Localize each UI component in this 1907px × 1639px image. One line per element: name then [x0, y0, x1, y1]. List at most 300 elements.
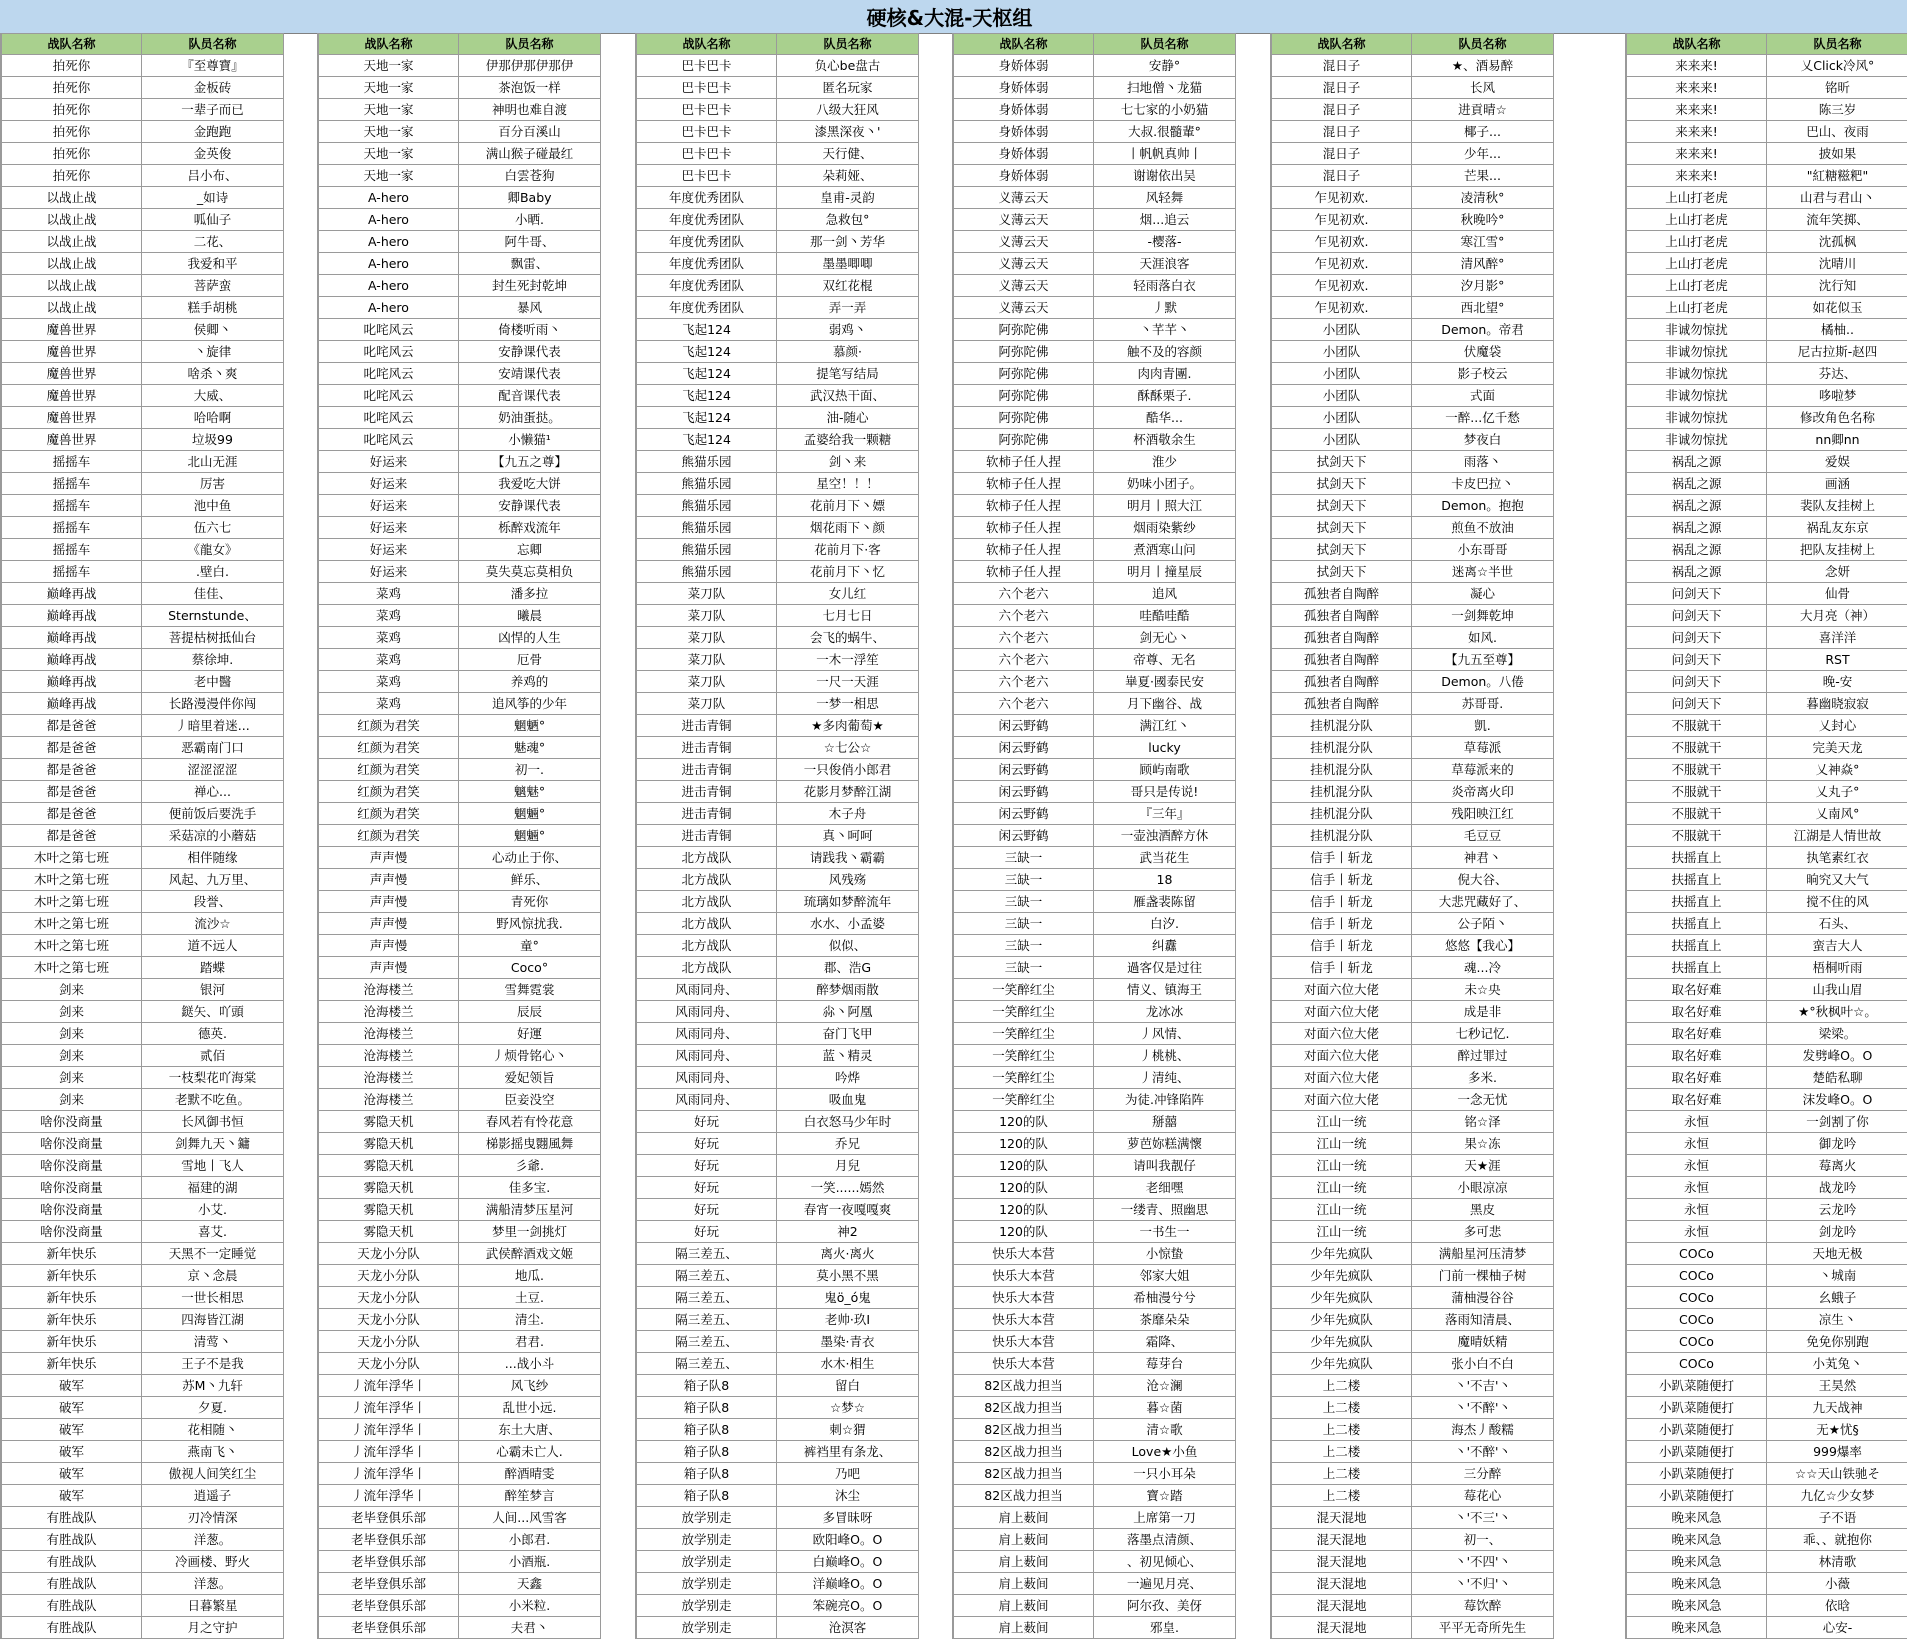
member-name-cell: 丿桃桃、 [1094, 1045, 1236, 1067]
table-row [637, 429, 919, 451]
member-name-cell: 上席第一刀 [1094, 1507, 1236, 1529]
table-row [1627, 275, 1907, 297]
member-name-cell: 杯酒敬余生 [1094, 429, 1236, 451]
table-row [1627, 1287, 1907, 1309]
table-row [637, 715, 919, 737]
table-row [637, 319, 919, 341]
table-row [637, 649, 919, 671]
table-row [1272, 957, 1554, 979]
table-row [1627, 1419, 1907, 1441]
table-row [319, 1397, 601, 1419]
team-name-cell: 三缺一 [954, 957, 1094, 979]
table-row [319, 209, 601, 231]
team-name-cell: 阿弥陀佛 [954, 341, 1094, 363]
member-name-cell: 小东哥哥 [1412, 539, 1554, 561]
team-name-cell: 江山一统 [1272, 1199, 1412, 1221]
team-name-cell: 乍见初欢. [1272, 209, 1412, 231]
member-name-cell: 落墨点清颜、 [1094, 1529, 1236, 1551]
team-name-cell: 晚来风急 [1627, 1617, 1767, 1639]
member-name-cell: 道不远人 [142, 935, 284, 957]
member-name-cell: 一只俊俏小郎君 [777, 759, 919, 781]
team-name-cell: 好运来 [319, 561, 459, 583]
team-name-cell: 新年快乐 [2, 1309, 142, 1331]
team-name-cell: 好运来 [319, 517, 459, 539]
table-row [1627, 1001, 1907, 1023]
team-name-cell: 不服就干 [1627, 737, 1767, 759]
table-row [1272, 407, 1554, 429]
team-name-cell: 巴卡巴卡 [637, 99, 777, 121]
table-row [319, 1595, 601, 1617]
table-row [637, 583, 919, 605]
member-name-cell: 踏蝶 [142, 957, 284, 979]
member-name-cell: 逍遥子 [142, 1485, 284, 1507]
team-name-cell: 六个老六 [954, 671, 1094, 693]
table-row [954, 583, 1236, 605]
member-name-cell: 刃冷情深 [142, 1507, 284, 1529]
member-name-cell: 乔兄 [777, 1133, 919, 1155]
member-name-cell: 一梦一相思 [777, 693, 919, 715]
table-row [1627, 957, 1907, 979]
member-name-cell: 煎鱼不放油 [1412, 517, 1554, 539]
member-name-cell: 武汉热干面、 [777, 385, 919, 407]
table-row [1272, 1199, 1554, 1221]
roster-table-1 [0, 33, 283, 1639]
member-name-cell: 莓离火 [1767, 1155, 1907, 1177]
table-row [2, 847, 284, 869]
table-row [1627, 605, 1907, 627]
table-row [2, 1463, 284, 1485]
team-name-cell: 扶摇直上 [1627, 957, 1767, 979]
table-row [2, 1045, 284, 1067]
member-name-cell: 平平无奇所先生 [1412, 1617, 1554, 1639]
table-row [1272, 1331, 1554, 1353]
team-name-cell: 闲云野鹤 [954, 825, 1094, 847]
table-row [1627, 1441, 1907, 1463]
table-row [2, 209, 284, 231]
team-name-cell: 非诚勿惊扰 [1627, 429, 1767, 451]
table-row [1627, 1155, 1907, 1177]
table-row [1272, 297, 1554, 319]
team-name-cell: 声声慢 [319, 847, 459, 869]
member-name-cell: 情义、镇海王 [1094, 979, 1236, 1001]
table-row [1627, 165, 1907, 187]
sheet-title: 硬核&大混-天枢组 [867, 2, 1033, 31]
member-name-cell: 安静课代表 [459, 495, 601, 517]
table-row [1272, 561, 1554, 583]
team-name-cell: 混天混地 [1272, 1617, 1412, 1639]
table-row [954, 649, 1236, 671]
member-name-cell: 画涵 [1767, 473, 1907, 495]
team-name-cell: 隔三差五、 [637, 1309, 777, 1331]
member-name-cell: 急救包° [777, 209, 919, 231]
member-name-cell: 子不语 [1767, 1507, 1907, 1529]
member-name-cell: 便前饭后要洗手 [142, 803, 284, 825]
table-row [1627, 363, 1907, 385]
member-name-cell: 萝芭妳糕满懷 [1094, 1133, 1236, 1155]
table-row [2, 737, 284, 759]
team-name-cell: 信手丨斩龙 [1272, 935, 1412, 957]
member-name-cell: 明月丨撞星辰 [1094, 561, 1236, 583]
team-name-cell: 永恒 [1627, 1221, 1767, 1243]
team-name-cell: 丿流年浮华丨 [319, 1485, 459, 1507]
table-row [637, 1243, 919, 1265]
table-row [2, 715, 284, 737]
table-row [2, 1419, 284, 1441]
member-name-cell: 式面 [1412, 385, 1554, 407]
member-name-cell: 金跑跑 [142, 121, 284, 143]
member-name-cell: 恶霸南门口 [142, 737, 284, 759]
member-name-cell: 伍六七 [142, 517, 284, 539]
team-name-cell: 菜刀队 [637, 605, 777, 627]
member-name-cell: ☆梦☆ [777, 1397, 919, 1419]
team-name-cell: 肩上薮间 [954, 1507, 1094, 1529]
member-name-cell: 一壶浊酒醉方休 [1094, 825, 1236, 847]
member-name-cell: 忘卿 [459, 539, 601, 561]
team-name-cell: 挂机混分队 [1272, 737, 1412, 759]
member-name-cell: 洋葱。 [142, 1529, 284, 1551]
member-name-cell: 白巅峰O。O [777, 1551, 919, 1573]
member-name-cell: 梧桐听雨 [1767, 957, 1907, 979]
member-name-cell: 『三年』 [1094, 803, 1236, 825]
member-name-cell: 山我山眉 [1767, 979, 1907, 1001]
table-row [1627, 1595, 1907, 1617]
table-row [2, 429, 284, 451]
member-name-cell: 魂...冷 [1412, 957, 1554, 979]
member-name-cell: 发劈峰O。O [1767, 1045, 1907, 1067]
member-name-cell: 一剑割了你 [1767, 1111, 1907, 1133]
team-name-cell: 叱咤风云 [319, 385, 459, 407]
team-name-cell: 破军 [2, 1463, 142, 1485]
table-row [637, 891, 919, 913]
member-name-cell: 乂南风° [1767, 803, 1907, 825]
table-row [954, 143, 1236, 165]
team-name-cell: 有胜战队 [2, 1551, 142, 1573]
team-name-cell: 新年快乐 [2, 1353, 142, 1375]
member-name-cell: 心安- [1767, 1617, 1907, 1639]
member-name-cell: 厄骨 [459, 649, 601, 671]
member-name-cell: 完美天龙 [1767, 737, 1907, 759]
table-row [319, 1419, 601, 1441]
team-name-cell: 好玩 [637, 1111, 777, 1133]
team-name-cell: 身娇体弱 [954, 165, 1094, 187]
member-name-cell: 炎帝离火印 [1412, 781, 1554, 803]
member-name-cell: 春宵一夜嘎嘎爽 [777, 1199, 919, 1221]
table-row [319, 1617, 601, 1639]
team-name-cell: 晚来风急 [1627, 1595, 1767, 1617]
member-name-cell: 天行健、 [777, 143, 919, 165]
member-name-cell: 汐月影° [1412, 275, 1554, 297]
team-name-cell: 破军 [2, 1397, 142, 1419]
team-name-cell: 啥你没商量 [2, 1221, 142, 1243]
member-name-cell: 修改角色名称 [1767, 407, 1907, 429]
table-row [1627, 1023, 1907, 1045]
table-row [637, 1551, 919, 1573]
team-name-cell: 熊猫乐园 [637, 473, 777, 495]
table-row [954, 473, 1236, 495]
table-row [1272, 583, 1554, 605]
table-row [1627, 55, 1907, 77]
member-name-cell: 落雨知清晨、 [1412, 1309, 1554, 1331]
team-name-cell: 祸乱之源 [1627, 495, 1767, 517]
member-name-cell: 会飞的蜗牛、 [777, 627, 919, 649]
team-name-cell: 魔兽世界 [2, 429, 142, 451]
table-row [1627, 759, 1907, 781]
team-header: 战队名称 [1272, 34, 1412, 55]
table-row [637, 693, 919, 715]
team-header: 战队名称 [637, 34, 777, 55]
table-row [637, 1617, 919, 1639]
team-name-cell: 120的队 [954, 1199, 1094, 1221]
member-name-cell: 纠纛 [1094, 935, 1236, 957]
member-name-cell: 楚皓私聊 [1767, 1067, 1907, 1089]
member-name-cell: 漆黑深夜丶' [777, 121, 919, 143]
table-row [1272, 473, 1554, 495]
member-name-cell: 王昊然 [1767, 1375, 1907, 1397]
table-row [1627, 517, 1907, 539]
table-row [1272, 1287, 1554, 1309]
table-row [637, 451, 919, 473]
member-name-cell: 好運 [459, 1023, 601, 1045]
member-name-cell: 山君与君山丶 [1767, 187, 1907, 209]
member-name-cell: 多米. [1412, 1067, 1554, 1089]
member-name-cell: 轻雨落白衣 [1094, 275, 1236, 297]
member-name-cell: ...战小斗 [459, 1353, 601, 1375]
table-row [1272, 1375, 1554, 1397]
member-name-cell: 鬼ö_ó鬼 [777, 1287, 919, 1309]
member-name-cell: 封生死封乾坤 [459, 275, 601, 297]
team-name-cell: 对面六位大佬 [1272, 1089, 1412, 1111]
member-name-cell: 茶泡饭一样 [459, 77, 601, 99]
team-name-cell: 啥你没商量 [2, 1155, 142, 1177]
member-name-cell: 佳佳、 [142, 583, 284, 605]
member-name-cell: 夕夏. [142, 1397, 284, 1419]
table-row [319, 1507, 601, 1529]
table-row [637, 979, 919, 1001]
member-name-cell: 提笔写结局 [777, 363, 919, 385]
team-header: 战队名称 [1627, 34, 1767, 55]
member-name-cell: 大悲咒藏好了、 [1412, 891, 1554, 913]
member-name-cell: 晚-安 [1767, 671, 1907, 693]
team-name-cell: 好玩 [637, 1221, 777, 1243]
member-name-cell: 小晒. [459, 209, 601, 231]
team-name-cell: 取名好难 [1627, 1045, 1767, 1067]
table-row [954, 913, 1236, 935]
member-name-cell: 如风. [1412, 627, 1554, 649]
team-name-cell: 丿流年浮华丨 [319, 1441, 459, 1463]
member-name-cell: 一尺一天涯 [777, 671, 919, 693]
table-row [637, 495, 919, 517]
table-row [637, 627, 919, 649]
team-name-cell: 箱子队8 [637, 1485, 777, 1507]
member-name-cell: 巴山、夜雨 [1767, 121, 1907, 143]
table-row [954, 1045, 1236, 1067]
member-name-cell: 悠悠【我心】 [1412, 935, 1554, 957]
member-name-cell: 沈晴川 [1767, 253, 1907, 275]
table-row [1272, 671, 1554, 693]
table-row [319, 1067, 601, 1089]
member-name-cell: 小惊蛰 [1094, 1243, 1236, 1265]
team-name-cell: 一笑醉红尘 [954, 1023, 1094, 1045]
member-name-cell: 尼古拉斯-赵四 [1767, 341, 1907, 363]
member-name-cell: 乂神焱° [1767, 759, 1907, 781]
member-name-cell: 999爆率 [1767, 1441, 1907, 1463]
team-name-cell: 少年先疯队 [1272, 1265, 1412, 1287]
table-row [319, 1265, 601, 1287]
team-name-cell: 拍死你 [2, 77, 142, 99]
table-row [2, 407, 284, 429]
member-name-cell: 匿名玩家 [777, 77, 919, 99]
member-name-cell: 卡皮巴拉丶 [1412, 473, 1554, 495]
team-name-cell: 熊猫乐园 [637, 561, 777, 583]
team-name-cell: 混日子 [1272, 121, 1412, 143]
table-row [1272, 1463, 1554, 1485]
table-row [1627, 649, 1907, 671]
team-name-cell: 小团队 [1272, 319, 1412, 341]
team-name-cell: 沧海楼兰 [319, 1067, 459, 1089]
team-name-cell: 身娇体弱 [954, 121, 1094, 143]
table-row [2, 1485, 284, 1507]
member-name-cell: 剑无心丶 [1094, 627, 1236, 649]
table-row [1627, 99, 1907, 121]
team-name-cell: 非诚勿惊扰 [1627, 341, 1767, 363]
team-name-cell: 非诚勿惊扰 [1627, 407, 1767, 429]
team-name-cell: 上二楼 [1272, 1419, 1412, 1441]
table-row [2, 1133, 284, 1155]
team-name-cell: 沧海楼兰 [319, 1001, 459, 1023]
team-name-cell: 飞起124 [637, 341, 777, 363]
table-row [319, 341, 601, 363]
team-name-cell: 快乐大本营 [954, 1265, 1094, 1287]
table-row [954, 1331, 1236, 1353]
member-name-cell: 梁梁。 [1767, 1023, 1907, 1045]
team-name-cell: 混天混地 [1272, 1507, 1412, 1529]
member-name-cell: 真丶呵呵 [777, 825, 919, 847]
team-name-cell: 飞起124 [637, 385, 777, 407]
member-name-cell: 雁盏裴陈留 [1094, 891, 1236, 913]
team-name-cell: 破军 [2, 1485, 142, 1507]
table-row [319, 55, 601, 77]
table-row [954, 1265, 1236, 1287]
team-name-cell: 扶摇直上 [1627, 913, 1767, 935]
team-name-cell: 混日子 [1272, 55, 1412, 77]
member-name-cell: 战龙吟 [1767, 1177, 1907, 1199]
member-name-cell: 福建的湖 [142, 1177, 284, 1199]
team-name-cell: 木叶之第七班 [2, 847, 142, 869]
table-row [637, 1485, 919, 1507]
table-row [1627, 979, 1907, 1001]
team-name-cell: 软柿子任人捏 [954, 517, 1094, 539]
member-name-cell: 希柚漫兮兮 [1094, 1287, 1236, 1309]
team-name-cell: A-hero [319, 187, 459, 209]
table-row [1272, 913, 1554, 935]
table-row [1627, 1617, 1907, 1639]
table-row [319, 165, 601, 187]
member-name-cell: 地瓜. [459, 1265, 601, 1287]
table-row [1627, 1221, 1907, 1243]
table-row [319, 1485, 601, 1507]
member-name-cell: 沫发峰O。O [1767, 1089, 1907, 1111]
table-row [1272, 1573, 1554, 1595]
member-name-cell: 丶'不归'丶 [1412, 1573, 1554, 1595]
member-name-cell: 王子不是我 [142, 1353, 284, 1375]
member-name-cell: 洋巅峰O。O [777, 1573, 919, 1595]
table-row [1272, 781, 1554, 803]
member-name-cell: 如花似玉 [1767, 297, 1907, 319]
member-name-cell: 七七家的小奶猫 [1094, 99, 1236, 121]
member-name-cell: 铭昕 [1767, 77, 1907, 99]
member-name-cell: 清尘. [459, 1309, 601, 1331]
team-name-cell: 年度优秀团队 [637, 297, 777, 319]
team-name-cell: 小趴菜随便打 [1627, 1375, 1767, 1397]
member-name-cell: 一辈子而已 [142, 99, 284, 121]
table-row [319, 319, 601, 341]
team-name-cell: 来来来! [1627, 55, 1767, 77]
team-name-cell: 新年快乐 [2, 1331, 142, 1353]
team-name-cell: 晚来风急 [1627, 1551, 1767, 1573]
table-row [1272, 429, 1554, 451]
team-name-cell: 来来来! [1627, 121, 1767, 143]
member-name-cell: 一枝梨花吖海棠 [142, 1067, 284, 1089]
team-name-cell: 巴卡巴卡 [637, 165, 777, 187]
team-header: 战队名称 [954, 34, 1094, 55]
member-name-cell: 清莺丶 [142, 1331, 284, 1353]
team-name-cell: 啥你没商量 [2, 1177, 142, 1199]
table-row [637, 803, 919, 825]
member-name-cell: 祸乱友东京 [1767, 517, 1907, 539]
member-name-cell: 慕颜· [777, 341, 919, 363]
member-name-cell: 【九五之尊】 [459, 451, 601, 473]
team-name-cell: 小团队 [1272, 363, 1412, 385]
team-name-cell: 好玩 [637, 1133, 777, 1155]
member-name-cell: 醉酒晴雯 [459, 1463, 601, 1485]
member-name-cell: 掰囍 [1094, 1111, 1236, 1133]
member-name-cell: 留白 [777, 1375, 919, 1397]
member-name-cell: 魑魅° [459, 781, 601, 803]
team-header: 战队名称 [319, 34, 459, 55]
member-name-cell: 明月丨照大江 [1094, 495, 1236, 517]
team-name-cell: 孤独者自陶醉 [1272, 583, 1412, 605]
team-name-cell: 阿弥陀佛 [954, 363, 1094, 385]
table-row [2, 803, 284, 825]
team-name-cell: 天地一家 [319, 143, 459, 165]
member-name-cell: 彡爺. [459, 1155, 601, 1177]
member-name-cell: 栎醉戏流年 [459, 517, 601, 539]
member-name-cell: 秋晚吟° [1412, 209, 1554, 231]
table-row [1627, 715, 1907, 737]
team-name-cell: 拭剑天下 [1272, 517, 1412, 539]
member-name-cell: 喜洋洋 [1767, 627, 1907, 649]
table-row [954, 99, 1236, 121]
table-row [637, 99, 919, 121]
team-name-cell: 木叶之第七班 [2, 869, 142, 891]
team-name-cell: 三缺一 [954, 935, 1094, 957]
team-name-cell: 进击青铜 [637, 737, 777, 759]
table-row [2, 1397, 284, 1419]
team-name-cell: 挂机混分队 [1272, 781, 1412, 803]
team-name-cell: 都是爸爸 [2, 715, 142, 737]
team-name-cell: 来来来! [1627, 143, 1767, 165]
member-name-cell: 幺蛾子 [1767, 1287, 1907, 1309]
roster-table-2 [317, 33, 600, 1639]
table-row [2, 1111, 284, 1133]
table-row [2, 1529, 284, 1551]
member-name-cell: 欧阳峰O。O [777, 1529, 919, 1551]
table-row [319, 1441, 601, 1463]
member-name-cell: 老中醫 [142, 671, 284, 693]
team-name-cell: 快乐大本营 [954, 1287, 1094, 1309]
table-row [2, 121, 284, 143]
team-name-cell: 小趴菜随便打 [1627, 1441, 1767, 1463]
